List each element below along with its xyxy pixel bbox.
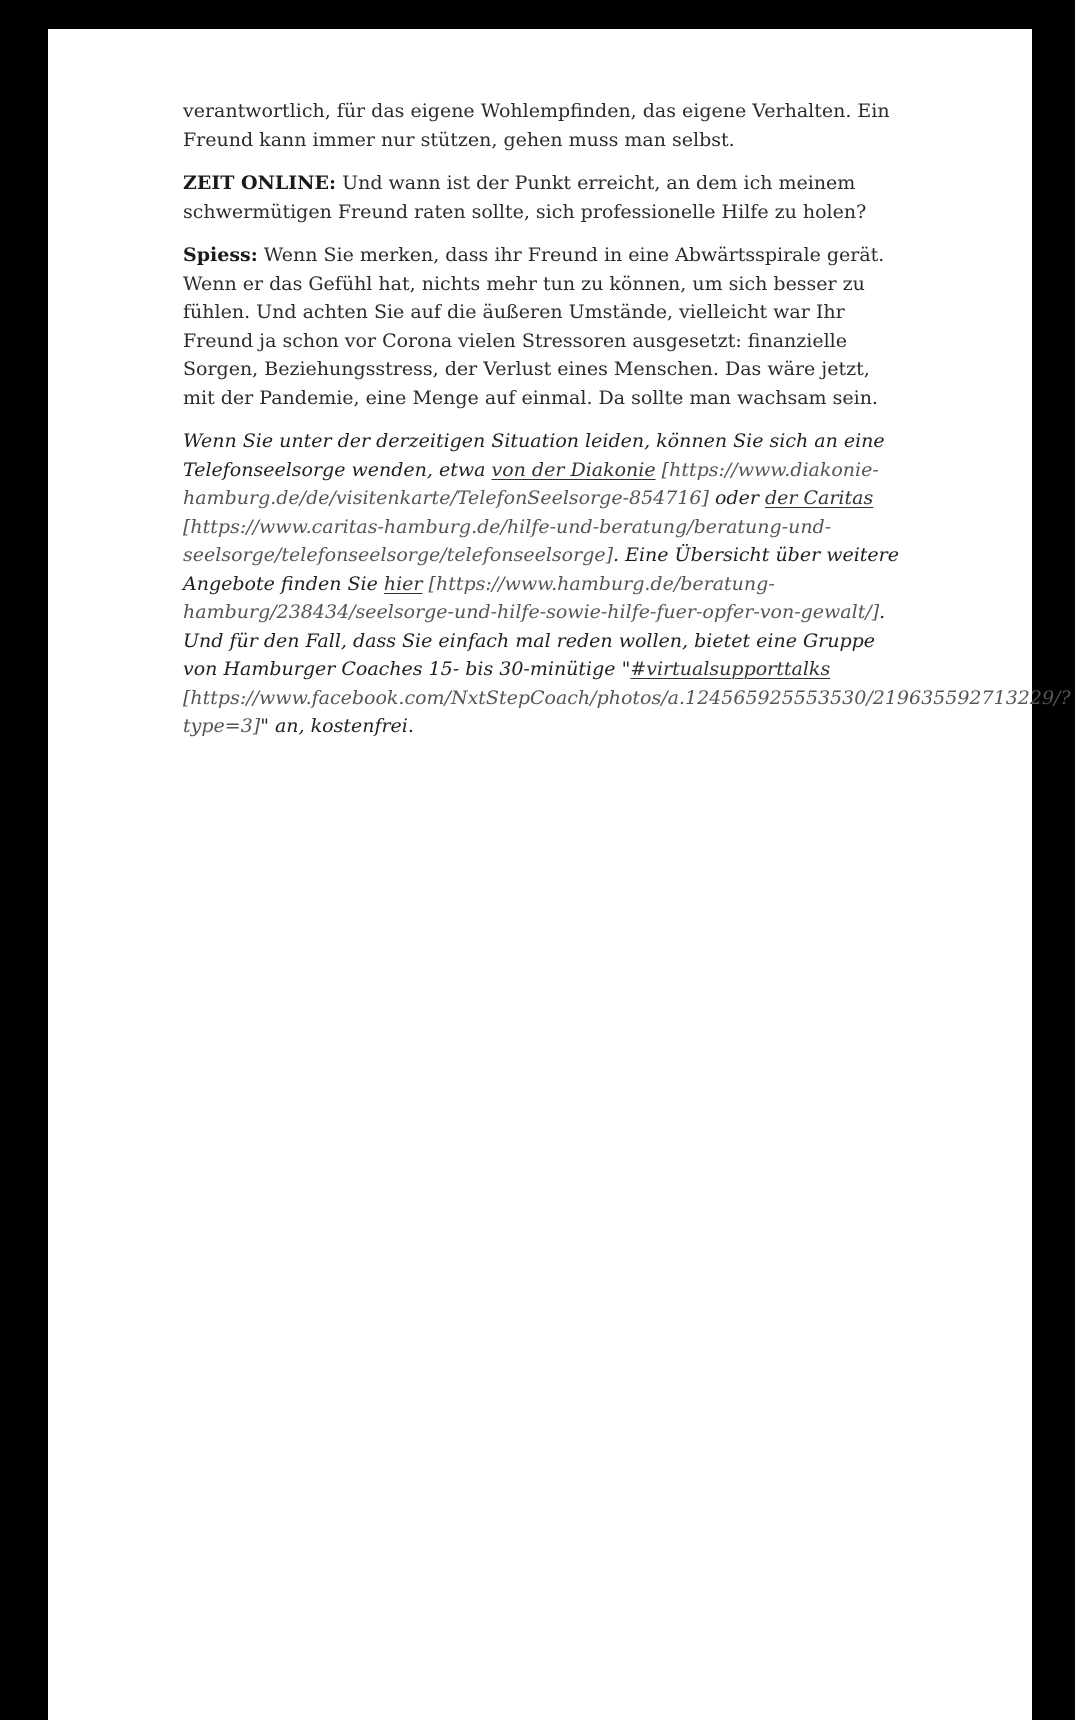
question-text: Und wann ist der Punkt erreicht, an dem ich meinem schwermütigen Freund raten sollte, sich professionelle Hilfe zu holen? (183, 172, 867, 223)
question-paragraph (183, 169, 903, 226)
url-hamburg: [https://www.hamburg.de/beratung-hamburg/238434/seelsorge-und-hilfe-sowie-hilfe-fuer-opfer-von-gewalt/] (183, 572, 880, 623)
document-page (48, 29, 1071, 1720)
help-note (183, 427, 1071, 741)
answer-paragraph (183, 241, 903, 412)
speaker-label-spiess: Spiess: (183, 244, 258, 266)
article-body (183, 97, 1071, 756)
url-facebook: [https://www.facebook.com/NxtStepCoach/photos/a.124565925553530/219635592713229/?type=3] (183, 686, 1071, 737)
note-text-1: Wenn Sie unter der derzeitigen Situation leiden, können Sie sich an eine Telefonseelsorge wenden, etwa (183, 430, 885, 481)
url-diakonie: [https://www.diakonie-hamburg.de/de/visitenkarte/TelefonSeelsorge-854716] (183, 458, 879, 509)
link-diakonie[interactable]: von der Diakonie (491, 458, 656, 481)
note-text-3: . Eine Übersicht über weitere Angebote finden Sie (183, 544, 899, 595)
speaker-label-zeit-online: ZEIT ONLINE: (183, 172, 337, 194)
paragraph-intro: verantwortlich, für das eigene Wohlempfinden, das eigene Verhalten. Ein Freund kann immer nur stützen, gehen muss man selbst. (183, 100, 890, 151)
note-text-2: oder (708, 487, 765, 509)
answer-text: Wenn Sie merken, dass ihr Freund in eine Abwärtsspirale gerät. Wenn er das Gefühl hat, nichts mehr tun zu können, um sich besser zu fühlen. Und achten Sie auf die äußeren Umstände, vielleicht war Ihr Freund ja schon vor Corona vielen Stressoren ausgesetzt: finanzielle Sorgen, Beziehungsstress, der Verlust eines Menschen. Das wäre jetzt, mit der Pandemie, eine Menge auf einmal. Da sollte man wachsam sein. (183, 244, 885, 409)
link-virtualsupporttalks[interactable]: #virtualsupporttalks (630, 658, 831, 680)
link-caritas[interactable]: der Caritas (764, 487, 874, 509)
link-hier[interactable]: hier (383, 572, 423, 595)
note-text-4: . Und für den Fall, dass Sie einfach mal reden wollen, bietet eine Gruppe von Hamburger Coaches 15- bis 30-minütige " (183, 601, 886, 680)
note-text-5: " an, kostenfrei. (260, 715, 414, 737)
url-caritas: [https://www.caritas-hamburg.de/hilfe-und-beratung/beratung-und-seelsorge/telefonseelsorge/telefonseelsorge] (183, 515, 832, 566)
